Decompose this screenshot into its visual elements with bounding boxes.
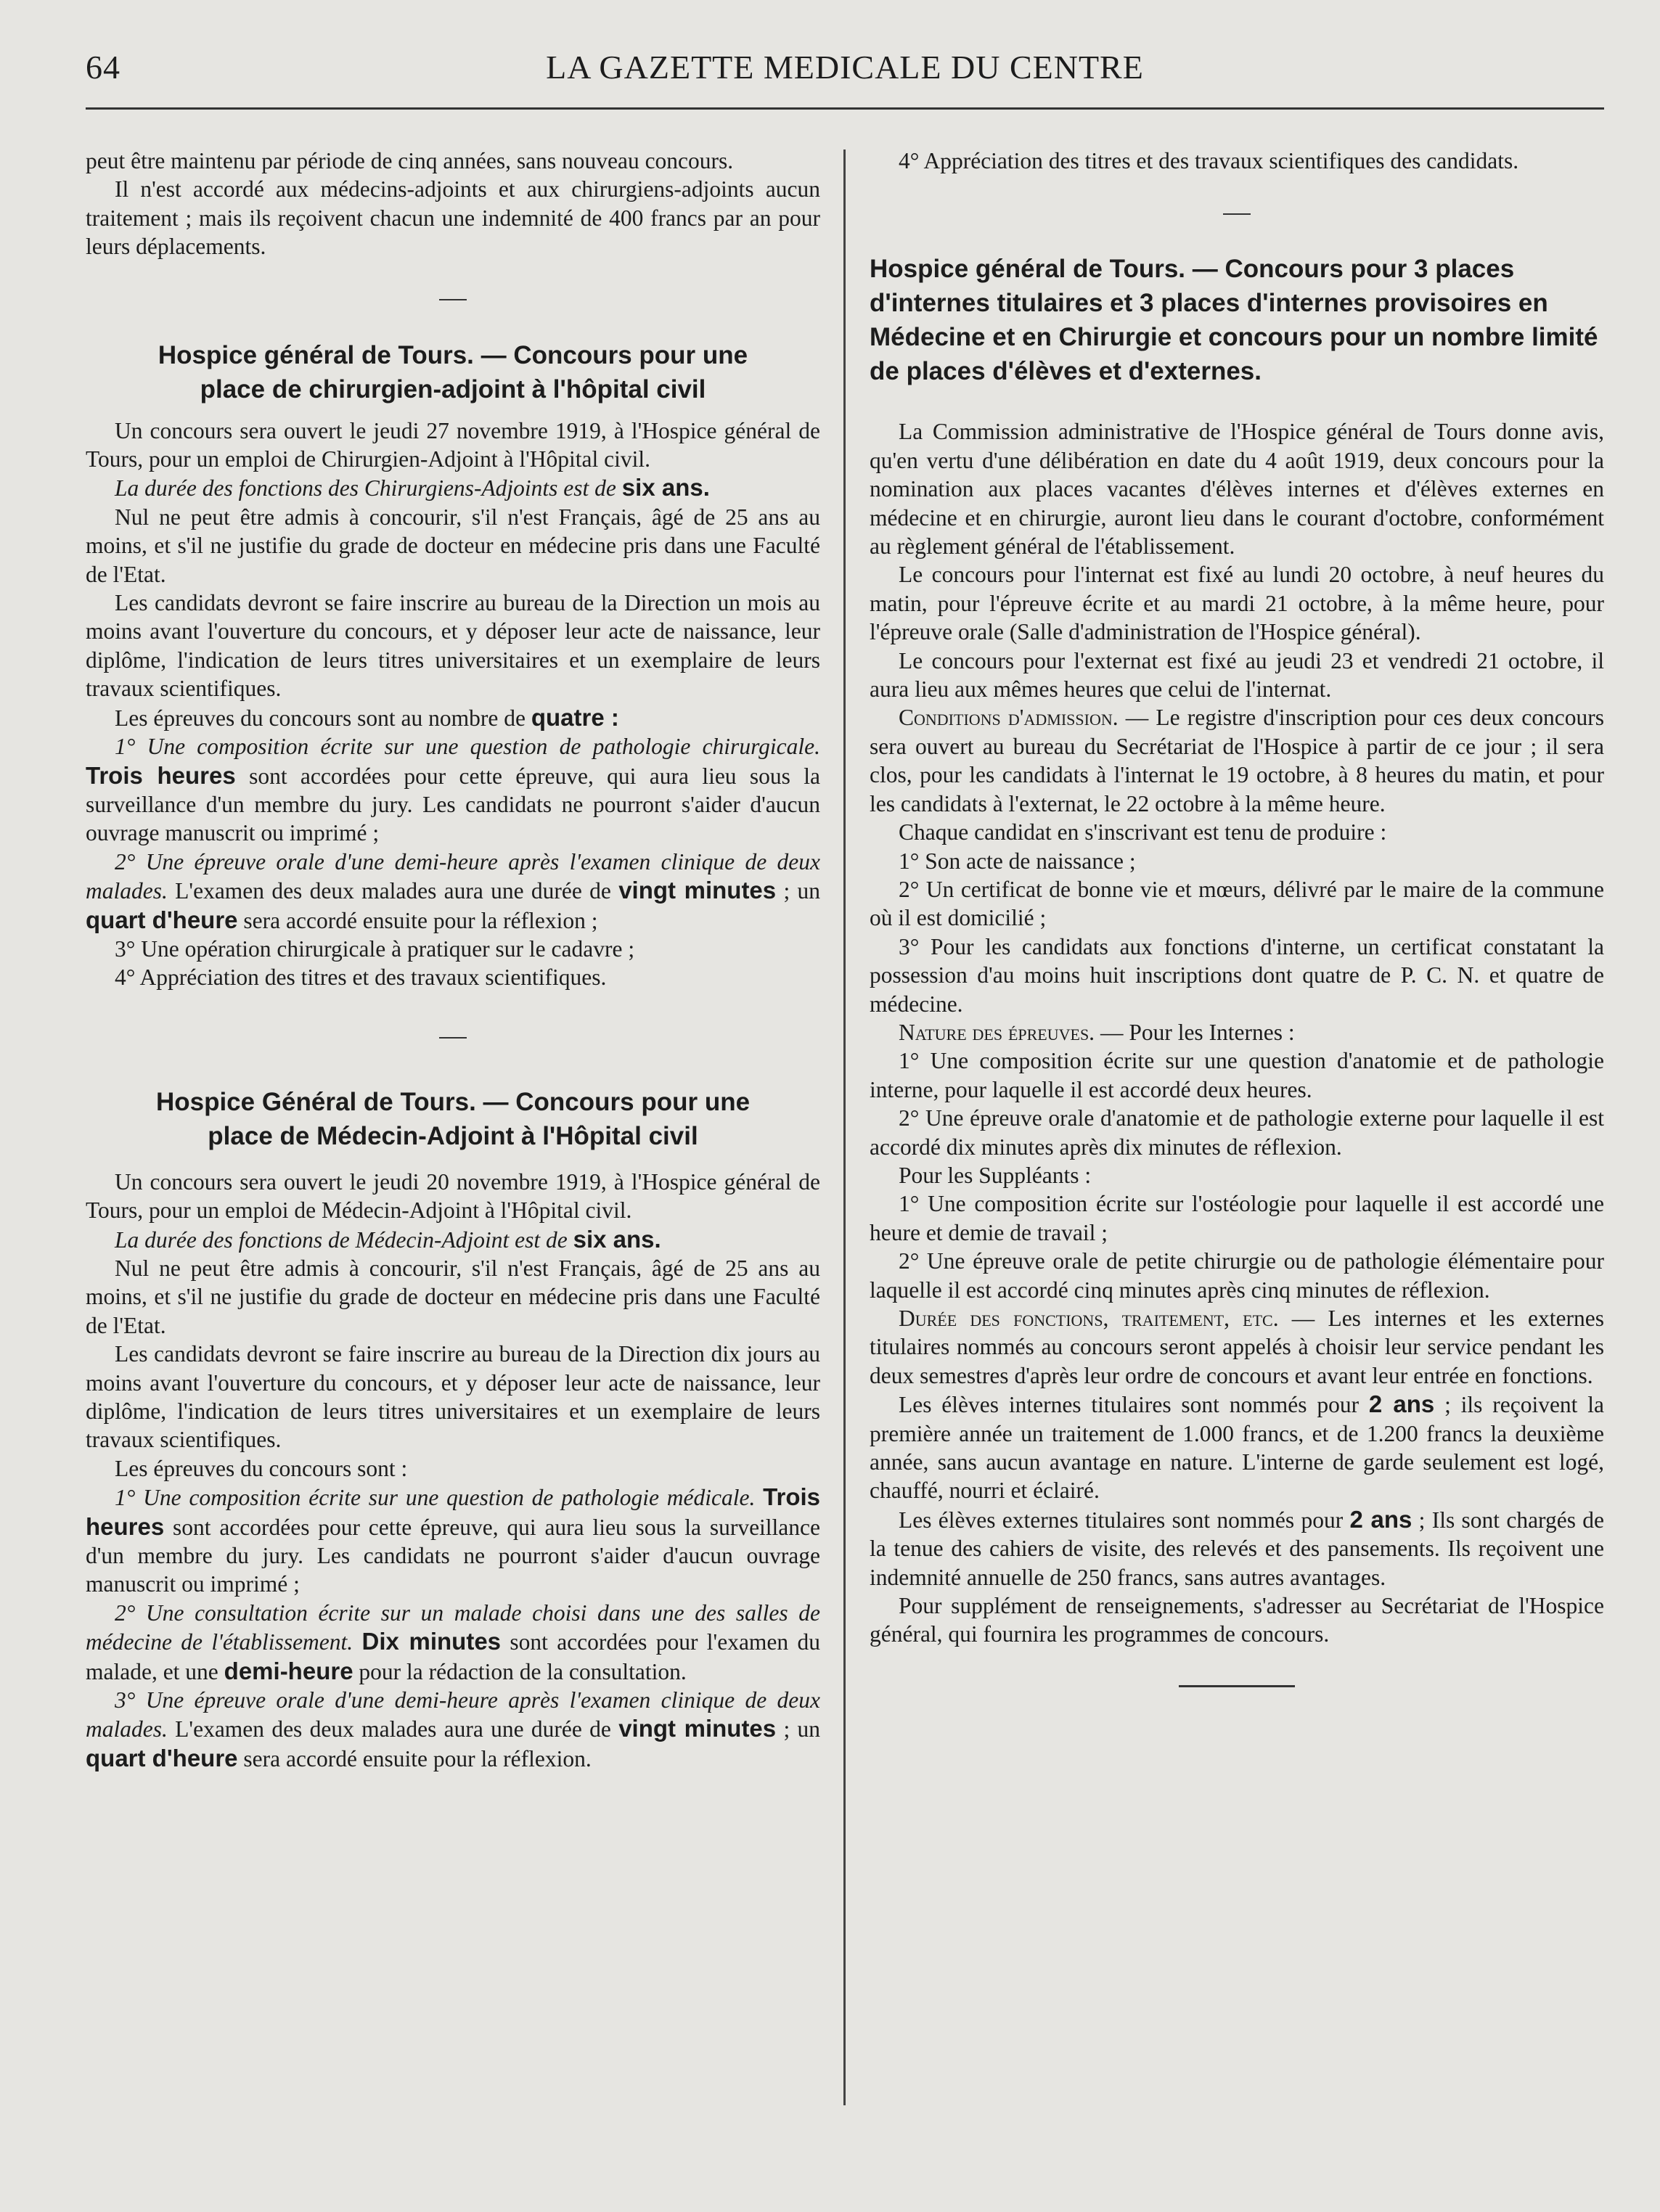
paragraph: Les élèves internes titulaires sont nommés pour 2 ans ; ils reçoivent la première année un traitement de 1.000 francs, et de 1.200 francs la deuxième année, sans aucun avantage en nature. L'interne de garde seulement est logé, chauffé, nourri et éclairé. <box>870 1390 1604 1504</box>
paragraph: 4° Appréciation des titres et des travaux scientifiques. <box>115 964 607 991</box>
paragraph: La durée des fonctions de Médecin-Adjoint est de six ans. <box>115 1225 661 1253</box>
paragraph: 2° Une épreuve orale d'une demi-heure après l'examen clinique de deux malades. L'examen des deux malades aura une durée de vingt minutes ; un quart d'heure sera accordé ensuite pour la réflexion ; <box>86 848 820 933</box>
article-title-internes: Hospice général de Tours. — Concours pour 3 places d'internes titulaires et 3 places d'internes provisoires en Médecine et en Chirurgie et concours pour un nombre limité de places d'élèves et d'externes. <box>870 255 1598 386</box>
paragraph: Chaque candidat en s'inscrivant est tenu de produire : <box>899 819 1387 845</box>
continued-paragraph: Il n'est accordé aux médecins-adjoints et aux chirurgiens-adjoints aucun traitement ; mais ils reçoivent chacun une indemnité de 400 francs par an pour leurs déplacements. <box>86 176 820 260</box>
page-header <box>86 45 1604 96</box>
paragraph: Nul ne peut être admis à concourir, s'il n'est Français, âgé de 25 ans au moins, et s'il ne justifie du grade de docteur en médecine pris dans une Faculté de l'Etat. <box>86 1255 820 1338</box>
continued-paragraph: 4° Appréciation des titres et des travaux scientifiques des candidats. <box>899 148 1519 173</box>
paragraph: 1° Son acte de naissance ; <box>899 848 1136 874</box>
page-number: 64 <box>86 49 120 86</box>
left-column <box>86 147 820 1773</box>
paragraph: Pour supplément de renseignements, s'adresser au Secrétariat de l'Hospice général, qui fournira les programmes de concours. <box>870 1593 1604 1647</box>
paragraph: Conditions d'admission. — Le registre d'inscription pour ces deux concours sera ouvert au bureau du Secrétariat de l'Hospice à partir de ce jour ; il sera clos, pour les candidats à l'internat le 19 octobre, à 8 heures du matin, et pour les candidats à l'externat, le 22 octobre à la même heure. <box>870 705 1604 816</box>
article-title-physician: Hospice Général de Tours. — Concours pour une place de Médecin-Adjoint à l'Hôpital civil <box>155 1087 751 1150</box>
paragraph: Un concours sera ouvert le jeudi 27 novembre 1919, à l'Hospice général de Tours, pour un emploi de Chirurgien-Adjoint à l'Hôpital civil. <box>86 417 820 472</box>
paragraph: 2° Une épreuve orale de petite chirurgie ou de pathologie élémentaire pour laquelle il est accordé cinq minutes après cinq minutes de réflexion. <box>870 1248 1604 1303</box>
paragraph: Durée des fonctions, traitement, etc. — Les internes et les externes titulaires nommés au concours seront appelés à choisir leur service pendant les deux semestres d'après leur ordre de concours et avant leur entrée en fonctions. <box>870 1306 1604 1388</box>
column-divider <box>843 149 846 2105</box>
paragraph: 3° Une épreuve orale d'une demi-heure après l'examen clinique de deux malades. L'examen des deux malades aura une durée de vingt minutes ; un quart d'heure sera accordé ensuite pour la réflexion. <box>86 1687 820 1771</box>
end-rule <box>1179 1685 1295 1687</box>
paragraph: Les épreuves du concours sont au nombre de quatre : <box>115 703 619 731</box>
paragraph: 3° Une opération chirurgicale à pratiquer sur le cadavre ; <box>115 935 635 962</box>
paragraph: Le concours pour l'externat est fixé au jeudi 23 et vendredi 21 octobre, il aura lieu aux mêmes heures que celui de l'internat. <box>870 647 1604 702</box>
paragraph: Les candidats devront se faire inscrire au bureau de la Direction dix jours au moins avant l'ouverture du concours, et y déposer leur acte de naissance, leur diplôme, l'indication de leurs titres universitaires et un exemplaire de leurs travaux scientifiques. <box>86 1341 820 1453</box>
paragraph: 1° Une composition écrite sur l'ostéologie pour laquelle il est accordé une heure et demie de travail ; <box>870 1191 1604 1245</box>
article-title-surgeon: Hospice général de Tours. — Concours pour une place de chirurgien-adjoint à l'hôpital civil <box>158 340 748 404</box>
paragraph: 1° Une composition écrite sur une question d'anatomie et de pathologie interne, pour laquelle il est accordé deux heures. <box>870 1048 1604 1102</box>
paragraph: La durée des fonctions des Chirurgiens-Adjoints est de six ans. <box>115 474 710 501</box>
paragraph: Nature des épreuves. — Pour les Internes : <box>899 1019 1295 1045</box>
paragraph: 1° Une composition écrite sur une question de pathologie chirurgicale. Trois heures sont accordées pour cette épreuve, qui aura lieu sous la surveillance d'un membre du jury. Les candidats ne pourront s'aider d'aucun ouvrage manuscrit ou imprimé ; <box>86 734 820 846</box>
right-column <box>870 147 1604 1687</box>
continued-paragraph: peut être maintenu par période de cinq années, sans nouveau concours. <box>86 148 734 173</box>
paragraph: 3° Pour les candidats aux fonctions d'interne, un certificat constatant la possession d'au moins huit inscriptions dont quatre de P. C. N. et quatre de médecine. <box>870 933 1604 1017</box>
paragraph: Les élèves externes titulaires sont nommés pour 2 ans ; Ils sont chargés de la tenue des cahiers de visite, des relevés et des pansements. Ils reçoivent une indemnité annuelle de 250 francs, sans autres avantages. <box>870 1505 1605 1590</box>
section-separator <box>86 1021 820 1050</box>
paragraph: Nul ne peut être admis à concourir, s'il n'est Français, âgé de 25 ans au moins, et s'il ne justifie du grade de docteur en médecine pris dans une Faculté de l'Etat. <box>86 504 820 587</box>
section-separator <box>870 197 1604 226</box>
paragraph: 2° Un certificat de bonne vie et mœurs, délivré par le maire de la commune où il est domicilié ; <box>870 876 1604 931</box>
header-rule <box>86 107 1604 110</box>
paragraph: Les candidats devront se faire inscrire au bureau de la Direction un mois au moins avant l'ouverture du concours, et y déposer leur acte de naissance, leur diplôme, l'indication de leurs titres universitaires et un exemplaire de leurs travaux scientifiques. <box>86 590 820 702</box>
paragraph: 1° Une composition écrite sur une question de pathologie médicale. Trois heures sont accordées pour cette épreuve, qui aura lieu sous la surveillance d'un membre du jury. Les candidats ne pourront s'aider d'aucun ouvrage manuscrit ou imprimé ; <box>86 1483 820 1597</box>
section-separator <box>86 283 820 312</box>
paragraph: La Commission administrative de l'Hospice général de Tours donne avis, qu'en vertu d'une délibération en date du 4 août 1919, deux concours pour la nomination aux places vacantes d'élèves internes et d'élèves externes en médecine et en chirurgie, auront lieu dans le courant d'octobre, conformément au règlement général de l'établissement. <box>870 419 1604 560</box>
paragraph: 2° Une épreuve orale d'anatomie et de pathologie externe pour laquelle il est accordé dix minutes après dix minutes de réflexion. <box>870 1105 1604 1160</box>
paragraph: Le concours pour l'internat est fixé au lundi 20 octobre, à neuf heures du matin, pour l'épreuve écrite et au mardi 21 octobre, à la même heure, pour l'épreuve orale (Salle d'administration de l'Hospice général). <box>870 562 1604 645</box>
paragraph: Pour les Suppléants : <box>899 1162 1092 1188</box>
paragraph: Un concours sera ouvert le jeudi 20 novembre 1919, à l'Hospice général de Tours, pour un emploi de Médecin-Adjoint à l'Hôpital civil. <box>86 1168 820 1224</box>
paragraph: Les épreuves du concours sont : <box>115 1455 408 1481</box>
journal-title: LA GAZETTE MEDICALE DU CENTRE <box>546 49 1144 86</box>
paragraph: 2° Une consultation écrite sur un malade choisi dans une des salles de médecine de l'établissement. Dix minutes sont accordées pour l'examen du malade, et une demi-heure pour la rédaction de la consultation. <box>86 1599 821 1684</box>
